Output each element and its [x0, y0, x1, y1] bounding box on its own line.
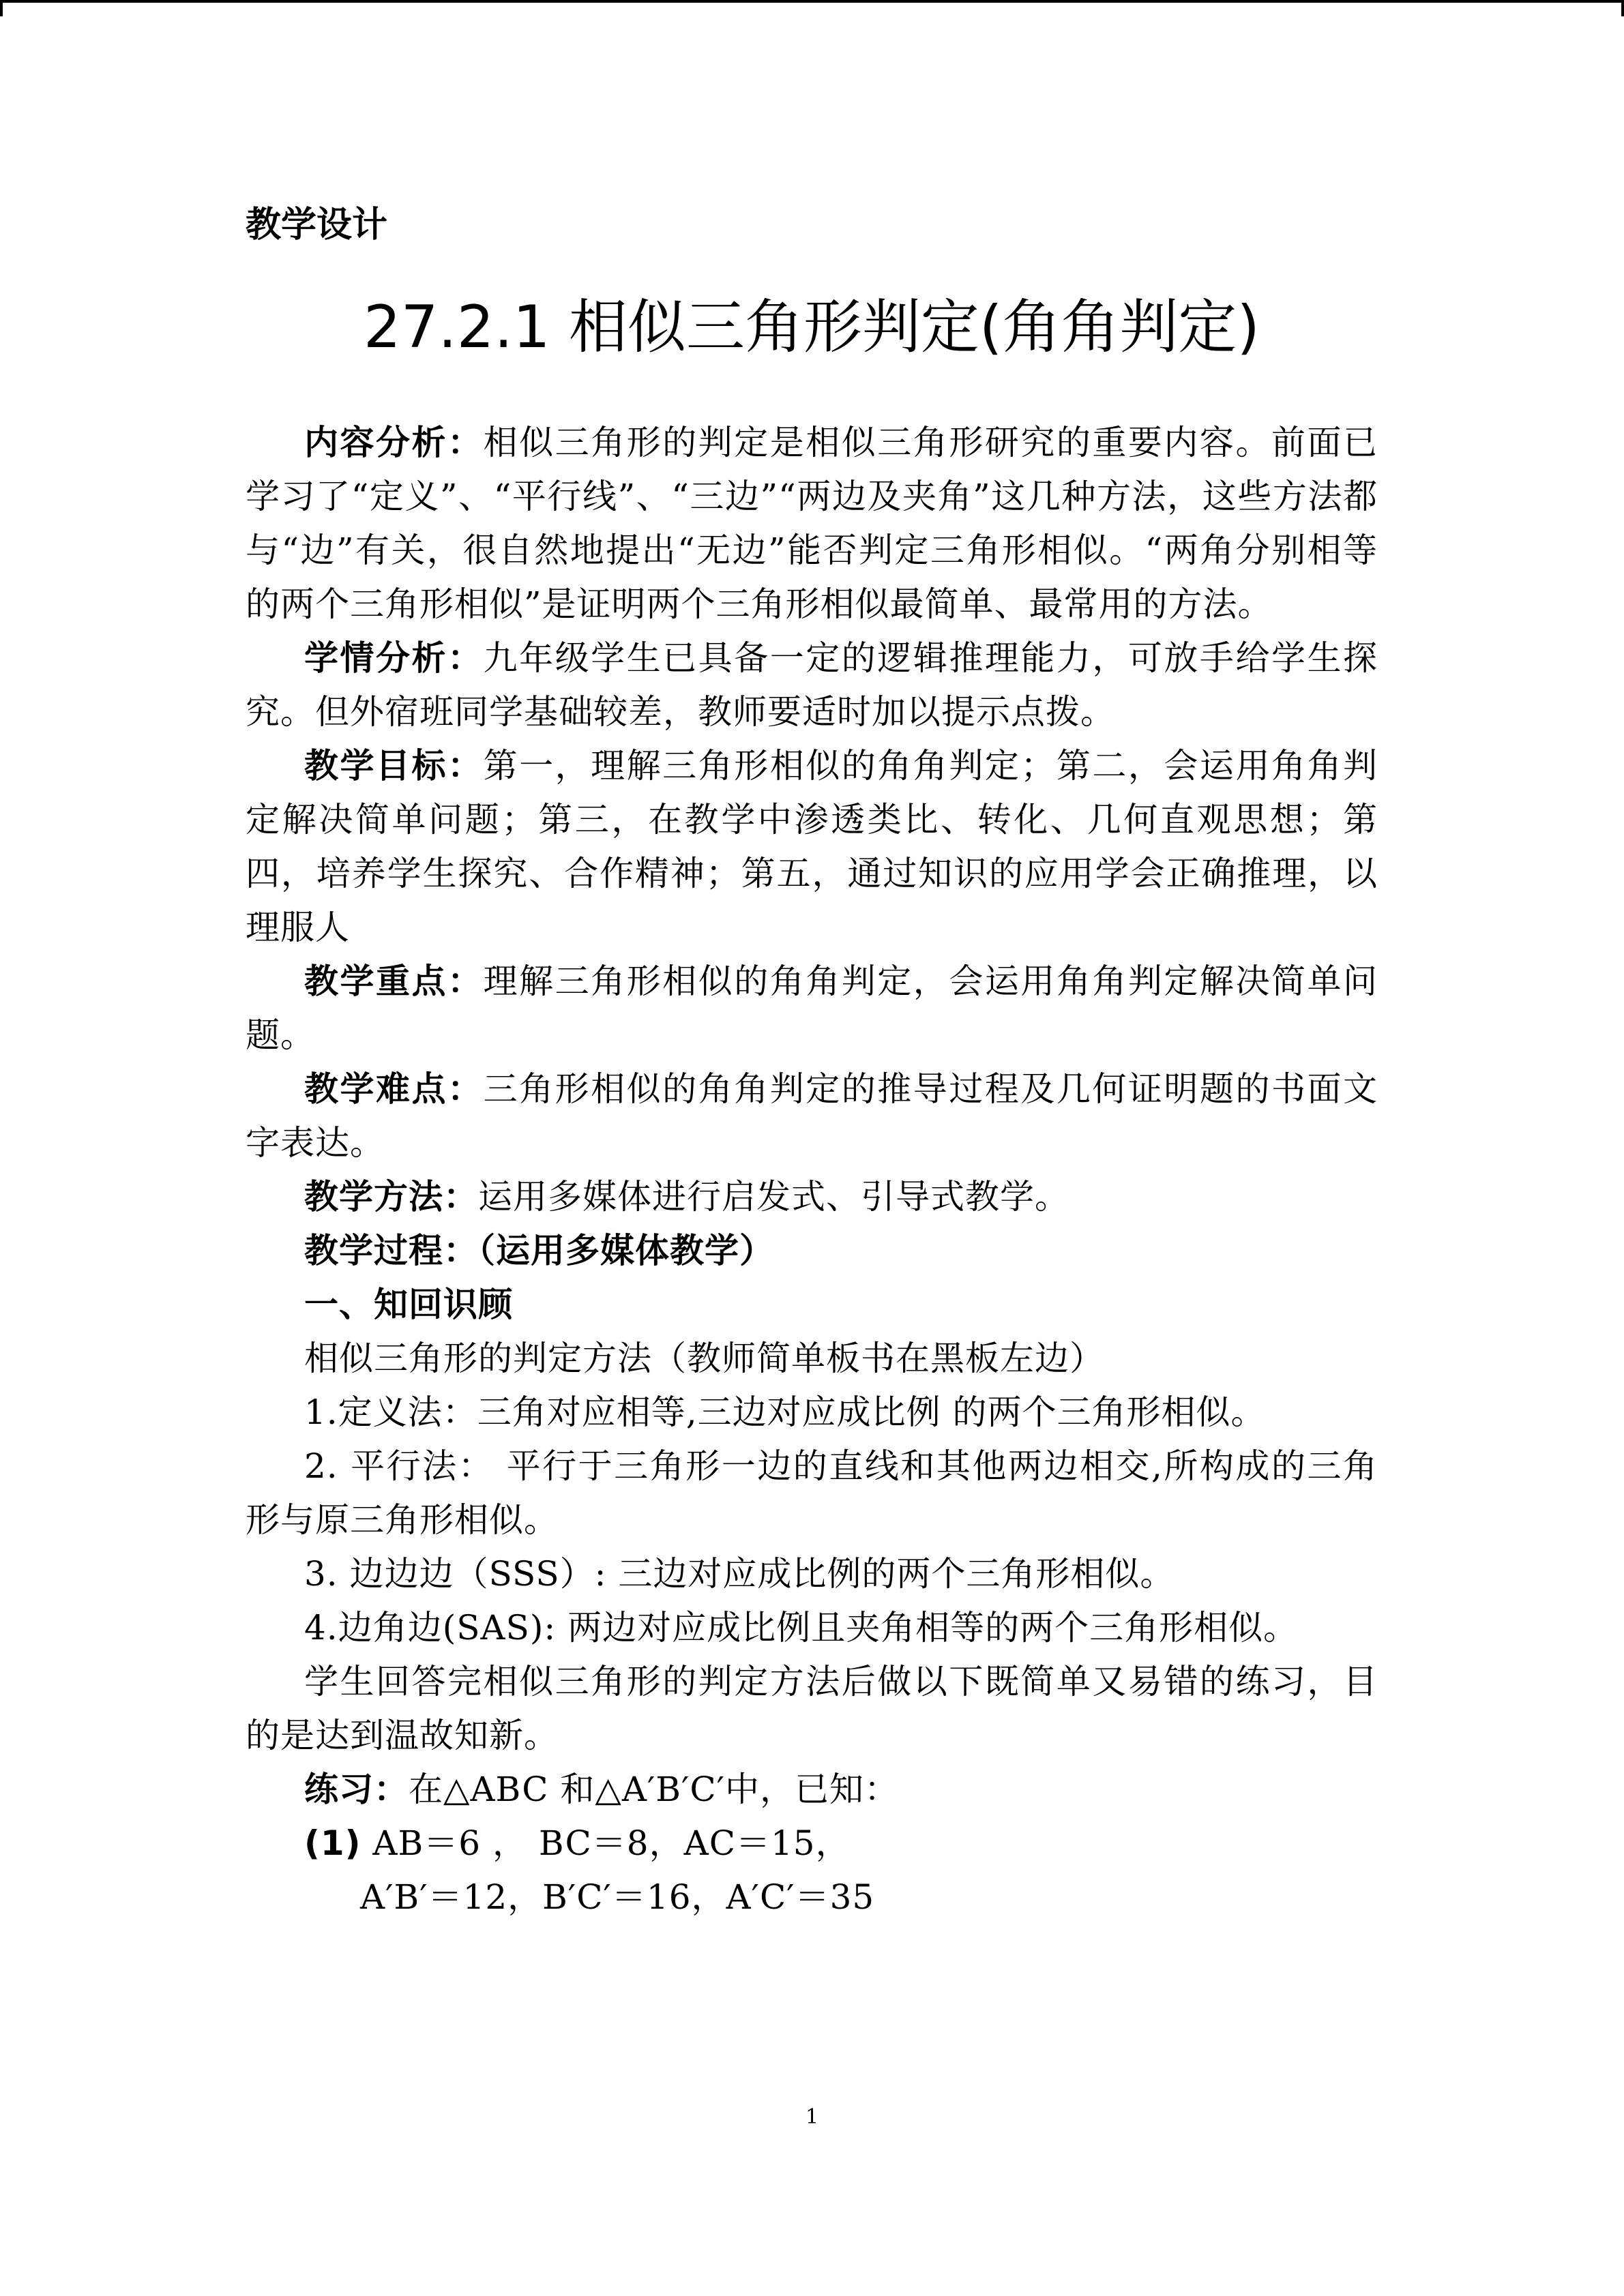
exercise-heading: 练习： [304, 1770, 409, 1809]
document-label: 教学设计 [246, 205, 388, 245]
page-number: 1 [805, 2105, 819, 2129]
content-analysis-heading: 内容分析： [304, 423, 484, 462]
exercise-item-1-line-2 [246, 1870, 1378, 1924]
review-item-sss: 3. 边边边（SSS）: 三边对应成比例的两个三角形相似。 [304, 1554, 1175, 1594]
key-points-paragraph [246, 955, 1378, 1062]
exercise-item-1-gap [361, 1823, 373, 1863]
methods-heading: 教学方法： [304, 1177, 478, 1217]
exercise-item-1-values-2: A′B′＝12，B′C′＝16，A′C′＝35 [360, 1877, 875, 1917]
review-item-parallel: 2. 平行法： 平行于三角形一边的直线和其他两边相交,所构成的三角形与原三角形相似。 [246, 1446, 1378, 1540]
key-points-text: 理解三角形相似的角角判定，会运用角角判定解决简单问题。 [246, 961, 1378, 1055]
exercise-paragraph [246, 1763, 1378, 1817]
difficulties-paragraph [246, 1062, 1378, 1170]
review-heading: 一、知回识顾 [304, 1285, 513, 1324]
page-left-border-mark [0, 0, 3, 16]
exercise-text: 在△ABC 和△A′B′C′中，已知： [409, 1770, 899, 1809]
review-item-definition: 1.定义法：三角对应相等,三边对应成比例 的两个三角形相似。 [304, 1392, 1266, 1432]
review-intro: 相似三角形的判定方法（教师简单板书在黑板左边） [304, 1339, 1104, 1378]
document-body [246, 416, 1378, 1924]
difficulties-heading: 教学难点： [304, 1069, 484, 1109]
document-title: 27.2.1 相似三角形判定(角角判定) [364, 293, 1260, 361]
exercise-item-1-line-1 [246, 1817, 1378, 1870]
learner-analysis-text: 九年级学生已具备一定的逻辑推理能力，可放手给学生探究。但外宿班同学基础较差，教师要适时加以提示点拨。 [246, 638, 1378, 732]
key-points-heading: 教学重点： [304, 961, 484, 1001]
process-heading: 教学过程：（运用多媒体教学） [304, 1231, 774, 1270]
page-right-border-mark [1621, 0, 1624, 16]
exercise-item-1-values-1: AB＝6 ， BC＝8，AC＝15， [372, 1823, 851, 1863]
objectives-paragraph [246, 739, 1378, 955]
content-analysis-text: 相似三角形的判定是相似三角形研究的重要内容。前面已学习了“定义”、“平行线”、“三边”“两边及夹角”这几种方法，这些方法都与“边”有关，很自然地提出“无边”能否判定三角形相似。“两角分别相等的两个三角形相似”是证明两个三角形相似最简单、最常用的方法。 [246, 423, 1378, 624]
review-item-sas: 4.边角边(SAS): 两边对应成比例且夹角相等的两个三角形相似。 [304, 1608, 1299, 1648]
exercise-item-1-label: (1) [304, 1823, 361, 1863]
content-analysis-paragraph [246, 416, 1378, 631]
objectives-heading: 教学目标： [304, 746, 484, 786]
review-heading-paragraph [246, 1278, 1378, 1332]
learner-analysis-heading: 学情分析： [304, 638, 484, 678]
process-paragraph [246, 1224, 1378, 1278]
learner-analysis-paragraph [246, 631, 1378, 739]
methods-text: 运用多媒体进行启发式、引导式教学。 [478, 1177, 1069, 1217]
page-top-border [0, 0, 1624, 3]
review-followup: 学生回答完相似三角形的判定方法后做以下既简单又易错的练习，目的是达到温故知新。 [246, 1662, 1378, 1755]
difficulties-text: 三角形相似的角角判定的推导过程及几何证明题的书面文字表达。 [246, 1069, 1378, 1163]
methods-paragraph [246, 1170, 1378, 1224]
objectives-text: 第一，理解三角形相似的角角判定；第二，会运用角角判定解决简单问题；第三，在教学中渗透类比、转化、几何直观思想；第四，培养学生探究、合作精神；第五，通过知识的应用学会正确推理，以理服人 [246, 746, 1378, 947]
